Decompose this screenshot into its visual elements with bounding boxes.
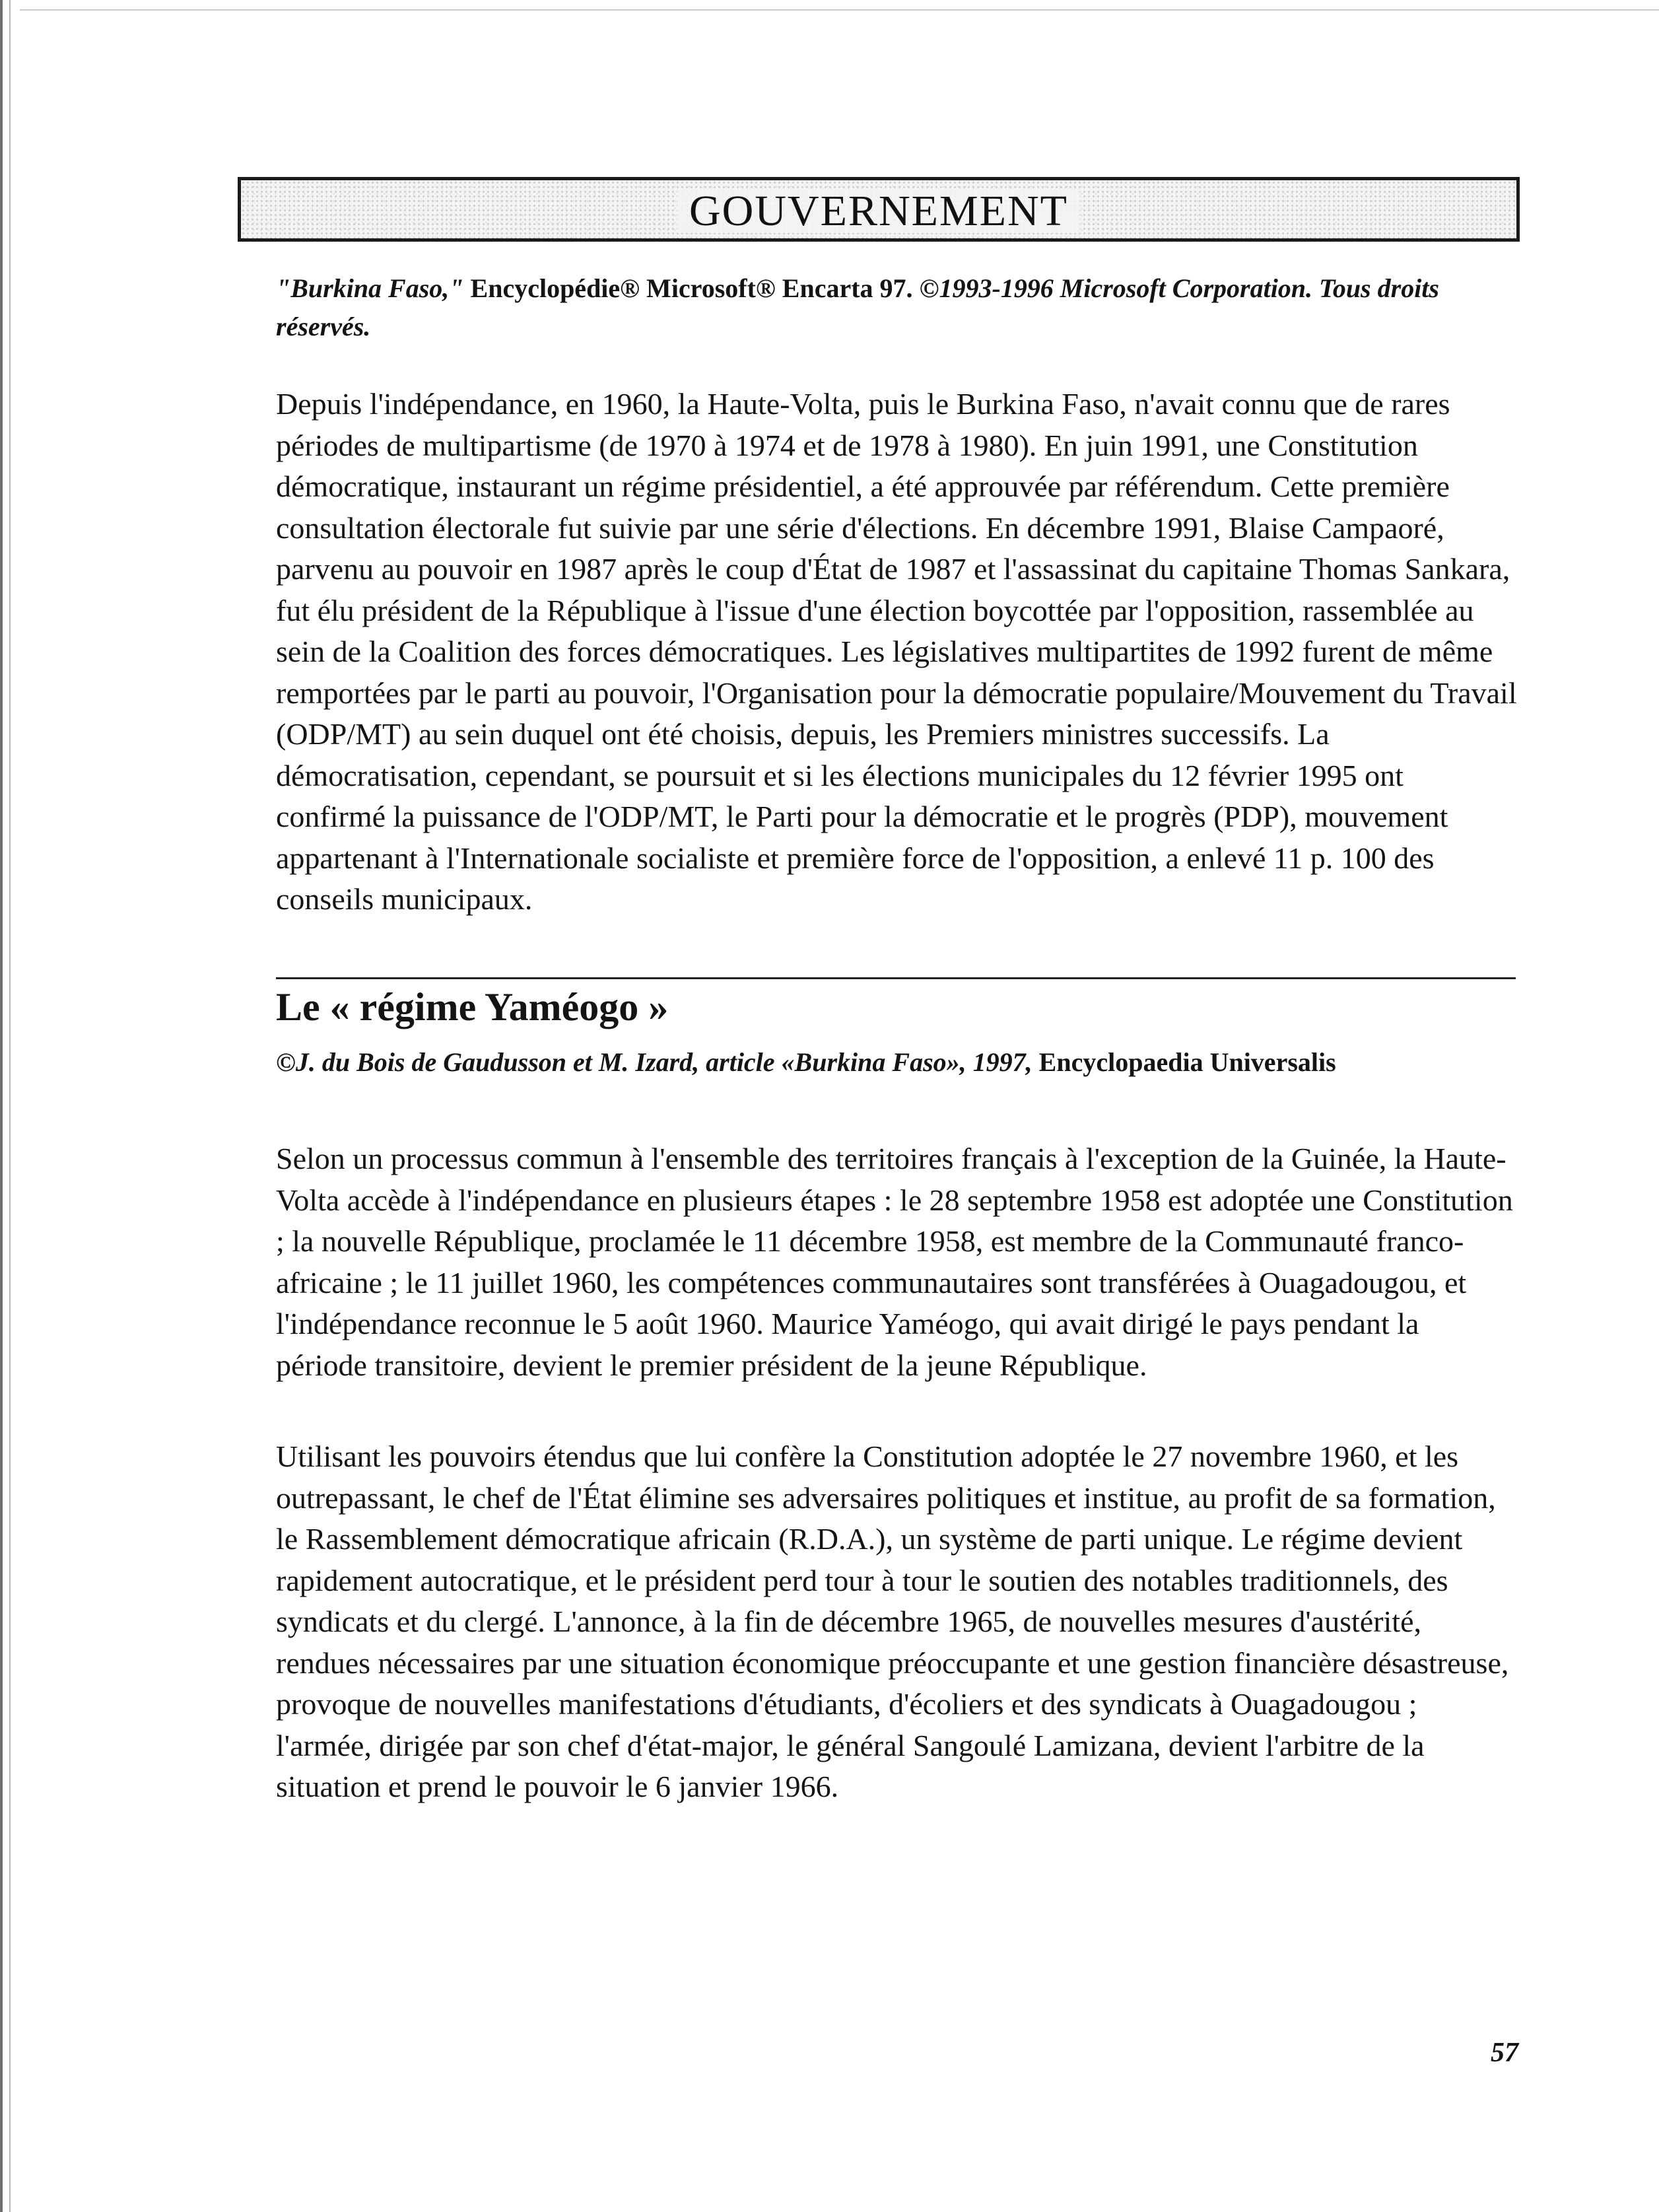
section-banner — [238, 177, 1520, 242]
source-title: "Burkina Faso," — [276, 273, 464, 303]
scan-left-edge — [0, 0, 11, 2212]
source-citation-universalis — [276, 1043, 1517, 1082]
source-publication: Encyclopédie® Microsoft® Encarta 97. — [463, 273, 920, 303]
source-copyright: ©1993-1996 Microsoft Corporation. Tous droits réservés. — [276, 273, 1439, 341]
body-paragraph-independence: Depuis l'indépendance, en 1960, la Haute-Volta, puis le Burkina Faso, n'avait connu que de rares périodes de multipartisme (de 1970 à 1974 et de 1978 à 1980). En juin 1991, une Constitution démocratique, instaurant un régime présidentiel, a été approuvée par référendum. Cette première consultation électorale fut suivie par une série d'élections. En décembre 1991, Blaise Campaoré, parvenu au pouvoir en 1987 après le coup d'État de 1987 et l'assassinat du capitaine Thomas Sankara, fut élu président de la République à l'issue d'une élection boycottée par l'opposition, rassemblée au sein de la Coalition des forces démocratiques. Les législatives multipartites de 1992 furent de même remportées par le parti au pouvoir, l'Organisation pour la démocratie populaire/Mouvement du Travail (ODP/MT) au sein duquel ont été choisis, depuis, les Premiers ministres successifs. La démocratisation, cependant, se poursuit et si les élections municipales du 12 février 1995 ont confirmé la puissance de l'ODP/MT, le Parti pour la démocratie et le progrès (PDP), mouvement appartenant à l'Internationale socialiste et première force de l'opposition, a enlevé 11 p. 100 des conseils municipaux. — [276, 387, 1517, 916]
section-title: GOUVERNEMENT — [677, 190, 1080, 233]
body-paragraph-stages: Selon un processus commun à l'ensemble des territoires français à l'exception de la Guinée, la Haute-Volta accède à l'indépendance en plusieurs étapes : le 28 septembre 1958 est adoptée une Constitution ; la nouvelle République, proclamée le 11 décembre 1958, est membre de la Communauté franco-africaine ; le 11 juillet 1960, les compétences communautaires sont transférées à Ouagadougou, et l'indépendance reconnue le 5 août 1960. Maurice Yaméogo, qui avait dirigé le pays pendant la période transitoire, devient le premier président de la jeune République. — [276, 1142, 1513, 1382]
subsection-divider — [276, 977, 1516, 979]
body-paragraph-yameogo: Utilisant les pouvoirs étendus que lui confère la Constitution adoptée le 27 novembre 1960, et les outrepassant, le chef de l'État élimine ses adversaires politiques et institue, au profit de sa formation, le Rassemblement démocratique africain (R.D.A.), un système de parti unique. Le régime devient rapidement autocratique, et le président perd tour à tour le soutien des notables traditionnels, des syndicats et du clergé. L'annonce, à la fin de décembre 1965, de nouvelles mesures d'austérité, rendues nécessaires par une situation économique préoccupante et une gestion financière désastreuse, provoque de nouvelles manifestations d'étudiants, d'écoliers et des syndicats à Ouagadougou ; l'armée, dirigée par son chef d'état-major, le général Sangoulé Lamizana, devient l'arbitre de la situation et prend le pouvoir le 6 janvier 1966. — [276, 1439, 1509, 1803]
subsection-title: Le « régime Yaméogo » — [276, 985, 669, 1029]
source-citation-encarta — [276, 269, 1517, 346]
source-publication: Encyclopaedia Universalis — [1032, 1047, 1336, 1077]
source-authors: ©J. du Bois de Gaudusson et M. Izard, article «Burkina Faso», 1997, — [276, 1047, 1033, 1077]
scan-top-edge — [20, 9, 1659, 11]
page-number: 57 — [1491, 2038, 1518, 2068]
